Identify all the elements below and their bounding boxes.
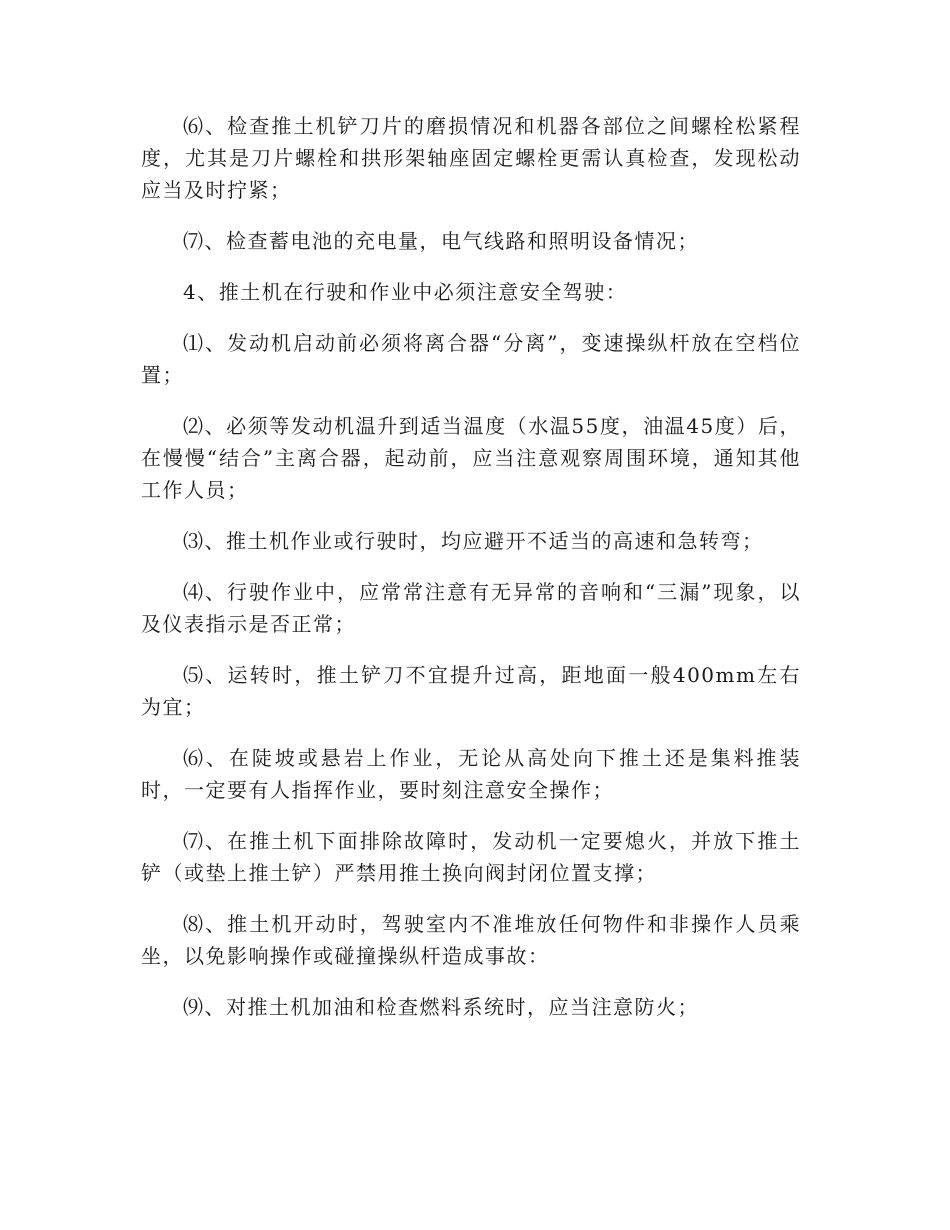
document-body [141, 110, 801, 1042]
paragraph-clutch-before-start: ⑴、发动机启动前必须将离合器“分离”，变速操纵杆放在空档位置； [141, 331, 801, 387]
paragraph-cab-rules: ⑻、推土机开动时，驾驶室内不准堆放任何物件和非操作人员乘坐，以免影响操作或碰撞操纵杆造成事故： [141, 912, 801, 968]
paragraph-troubleshooting: ⑺、在推土机下面排除故障时，发动机一定要熄火，并放下推土铲（或垫上推土铲）严禁用推土换向阀封闭位置支撑； [141, 829, 801, 885]
paragraph-inspect-blade: ⑹、检查推土机铲刀片的磨损情况和机器各部位之间螺栓松紧程度，尤其是刀片螺栓和拱形架轴座固定螺栓更需认真检查，发现松动应当及时拧紧； [141, 114, 801, 202]
paragraph-blade-height: ⑸、运转时，推土铲刀不宜提升过高，距地面一般400mm左右为宜； [141, 663, 801, 719]
paragraph-refueling: ⑼、对推土机加油和检查燃料系统时，应当注意防火； [183, 995, 699, 1019]
paragraph-warm-up-engine: ⑵、必须等发动机温升到适当温度（水温55度，油温45度）后，在慢慢“结合”主离合器，起动前，应当注意观察周围环境，通知其他工作人员； [141, 414, 801, 502]
paragraph-safe-driving-heading: 4、推土机在行驶和作业中必须注意安全驾驶： [183, 280, 628, 304]
paragraph-inspect-battery: ⑺、检查蓄电池的充电量，电气线路和照明设备情况； [183, 229, 699, 253]
paragraph-avoid-high-speed: ⑶、推土机作业或行驶时，均应避开不适当的高速和急转弯； [183, 529, 764, 553]
paragraph-steep-slope: ⑹、在陡坡或悬岩上作业，无论从高处向下推土还是集料推装时，一定要有人指挥作业，要时刻注意安全操作； [141, 746, 801, 802]
paragraph-abnormal-noise: ⑷、行驶作业中，应常常注意有无异常的音响和“三漏”现象，以及仪表指示是否正常； [141, 580, 801, 636]
